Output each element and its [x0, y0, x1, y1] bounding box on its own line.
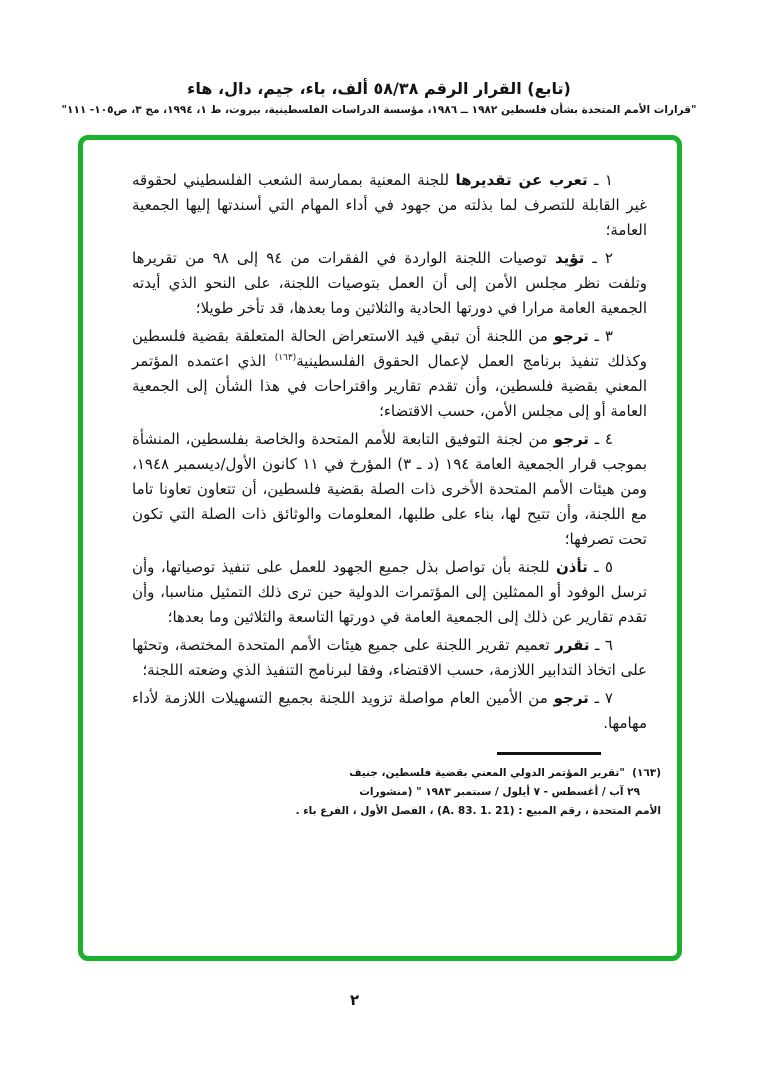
resolution-paragraph-5: [132, 555, 647, 630]
paragraph-text: الذي اعتمده المؤتمر المعني بقضية فلسطين، وأن تقدم تقارير واقتراحات في هذا الشأن إلى الجمعية العامة أو إلى مجلس الأمن، حسب الاقتضاء؛: [132, 352, 647, 420]
paragraph-text: للجنة بأن تواصل بذل جميع الجهود للعمل على تنفيذ توصياتها، وأن ترسل الوفود أو الممثلين إلى المؤتمرات الدولية حين ترى ذلك التمثيل مناسبا، وأن تقدم تقارير عن ذلك إلى الجمعية العامة في دورتها التاسعة والثلاثين وما بعدها؛: [132, 558, 647, 626]
paragraph-number: ١ ـ: [594, 171, 613, 189]
footnote-reference-marker: (١٦٣): [274, 353, 297, 363]
resolution-paragraph-6: [132, 633, 647, 683]
resolution-paragraph-2: [132, 246, 647, 321]
footnote-line: ٢٩ آب / أغسطس - ٧ أيلول / سبتمبر ١٩٨٣ " (منشورات: [359, 786, 640, 798]
document-title: (تابع) القرار الرقم ٥٨/٣٨ ألف، باء، جيم، دال، هاء: [187, 79, 571, 98]
resolution-paragraph-4: [132, 427, 647, 552]
paragraph-text: من الأمين العام مواصلة تزويد اللجنة بجميع التسهيلات اللازمة لأداء مهامها.: [132, 689, 647, 732]
resolution-body: [132, 168, 661, 821]
paragraph-text: توصيات اللجنة الواردة في الفقرات من ٩٤ إلى ٩٨ من تقريرها وتلفت نظر مجلس الأمن إلى أن العمل بتوصيات اللجنة، على النحو الذي أيدته الجمعية العامة مرارا في دورتها الحادية والثلاثين وما بعدها، قد تأخر طويلا؛: [132, 249, 647, 317]
paragraph-lead: ترجو: [553, 430, 589, 448]
resolution-paragraph-3: [132, 324, 647, 424]
paragraph-lead: ترجو: [553, 327, 589, 345]
resolution-paragraph-7: [132, 686, 647, 736]
document-header: [0, 79, 758, 117]
paragraph-number: ٧ ـ: [594, 689, 613, 707]
paragraph-lead: تعرب عن تقديرها: [455, 171, 588, 189]
footnote-separator: [497, 752, 601, 755]
paragraph-text: من اللجنة أن تبقي قيد الاستعراض الحالة المتعلقة بقضية فلسطين وكذلك تنفيذ برنامج العمل لإعمال الحقوق الفلسطينية: [132, 327, 647, 370]
paragraph-lead: تأذن: [555, 558, 588, 576]
resolution-paragraph-1: [132, 168, 647, 243]
paragraph-number: ٤ ـ: [594, 430, 613, 448]
footnote: [120, 764, 661, 821]
paragraph-number: ٣ ـ: [594, 327, 613, 345]
footnote-line: (١٦٣) "تقرير المؤتمر الدولي المعني بقضية فلسطين، جنيف: [349, 767, 661, 779]
paragraph-text: تعميم تقرير اللجنة على جميع هيئات الأمم المتحدة المختصة، وتحثها على اتخاذ التدابير اللازمة، حسب الاقتضاء، وفقا لبرنامج التنفيذ الذي وضعته اللجنة؛: [132, 636, 647, 679]
page-number: ٢: [350, 991, 360, 1009]
paragraph-lead: تقرر: [555, 636, 590, 654]
green-annotation-frame: [78, 135, 682, 961]
paragraph-text: من لجنة التوفيق التابعة للأمم المتحدة والخاصة بفلسطين، المنشأة بموجب قرار الجمعية العامة ١٩٤ (د ـ ٣) المؤرخ في ١١ كانون الأول/ديسمبر ١٩٤٨، ومن هيئات الأمم المتحدة الأخرى ذات الصلة بقضية فلسطين، أن تتعاون تعاونا تاما مع اللجنة، وأن تتيح لها، بناء على طلبها، المعلومات والوثائق ذات الصلة التي تكون تحت تصرفها؛: [132, 430, 648, 548]
source-citation: "قرارات الأمم المتحدة بشأن فلسطين ١٩٨٢ ــ ١٩٨٦، مؤسسة الدراسات الفلسطينية، بيروت، ط ١، ١٩٩٤، مج ٣، ص١٠٥- ١١١": [61, 104, 697, 117]
paragraph-number: ٦ ـ: [595, 636, 613, 654]
paragraph-lead: ترجو: [553, 689, 589, 707]
paragraph-number: ٥ ـ: [594, 558, 613, 576]
paragraph-number: ٢ ـ: [592, 249, 613, 267]
paragraph-lead: تؤيد: [554, 249, 585, 267]
paragraph-text: للجنة المعنية بممارسة الشعب الفلسطيني لحقوقه غير القابلة للتصرف لما بذلته من جهود في أداء المهام التي أسندتها إليها الجمعية العامة؛: [132, 171, 647, 239]
footnote-line: الأمم المتحدة ، رقم المبيع : (A. 83. 1. 21) ، الفصل الأول ، الفرع باء .: [295, 805, 661, 817]
